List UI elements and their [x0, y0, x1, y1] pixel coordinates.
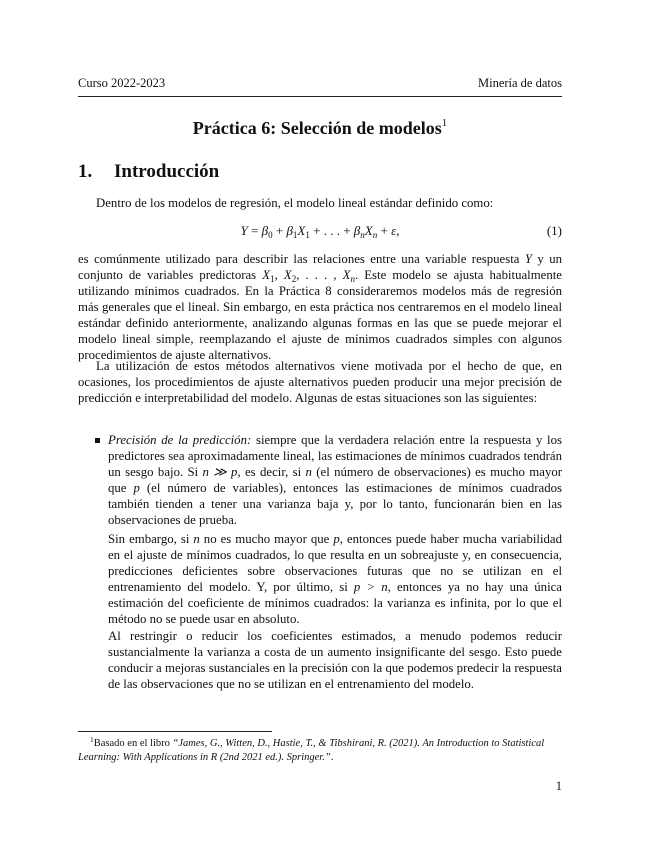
b1-text-b: , es decir, si	[237, 465, 306, 479]
header-subject: Minería de datos	[477, 76, 562, 90]
intro-paragraph: Dentro de los modelos de regresión, el modelo lineal estándar definido como:	[96, 196, 494, 210]
footnote	[78, 737, 562, 764]
equation-1	[78, 222, 562, 240]
footnote-rule	[78, 731, 272, 732]
p1-text-a: es comúnmente utilizado para describir las relaciones entre una variable respuesta	[78, 252, 525, 266]
b2-text-d: , entonces ya no hay una única estimación del coeficiente de mínimos cuadrados: la varianza es infinita, por lo que el método no se puede usar en absoluto.	[108, 580, 562, 626]
p1-var-x: X	[262, 268, 271, 282]
footnote-suffix: .	[330, 751, 334, 763]
p1-var-y: Y	[524, 252, 532, 266]
b2-text-b: no es mucho mayor que	[199, 532, 334, 546]
footnote-prefix: Basado en el libro	[93, 738, 173, 749]
section-heading	[78, 160, 219, 184]
title-footnote-mark: 1	[441, 117, 448, 129]
bullet-paragraph-shrinkage: Al restringir o reducir los coeficientes estimados, a menudo podemos reducir sustancialmente la varianza a costa de un aumento insignificante del sesgo. Esto puede conducir a mejoras sustanciales en la precisión con la que podemos predecir la respuesta de las observaciones que no se utilizan en el entrenamiento del modelo.	[108, 629, 562, 691]
title-text: Práctica 6: Selección de modelos	[192, 118, 442, 138]
b1-text-a: siempre que la verdadera relación entre la respuesta y los predictores sea aproximadamente lineal, las estimaciones de mínimos cuadrados tendrán un sesgo bajo. Si	[108, 433, 562, 479]
p1-text-b: y un conjunto de variables predictoras	[78, 252, 562, 282]
p1-sub-1: 1	[270, 274, 275, 284]
b1-var-p: p	[133, 481, 140, 495]
page-number: 1	[555, 779, 562, 793]
b2-var-n: n	[193, 532, 200, 546]
b2-text-c: , entonces puede haber mucha variabilidad en el ajuste de mínimos cuadrados, lo que resulta en un sobreajuste y, en consecuencia, predicciones deficientes sobre observaciones futuras que no se utilizan en el entrenamiento del modelo. Y, por último, si	[108, 532, 562, 594]
header-rule	[78, 96, 562, 97]
b1-var-n: n	[305, 465, 312, 479]
b1-text-c: (el número de observaciones) es mucho mayor que	[108, 465, 562, 495]
footnote-citation: “James, G., Witten, D., Hastie, T., & Tibshirani, R. (2021). An Introduction to Statistical Learning: With Applications in R (2nd 2021 ed.). Springer.”	[78, 738, 545, 763]
b1-text-d: (el número de variables), entonces las estimaciones de mínimos cuadrados también tienden a tener una varianza baja y, por lo tanto, funcionarán bien en las observaciones de prueba.	[108, 481, 562, 527]
b1-condition: n ≫ p	[202, 465, 238, 479]
section-number: 1.	[78, 161, 93, 182]
header-course: Curso 2022-2023	[78, 76, 166, 90]
section-title: Introducción	[114, 161, 220, 182]
b2-text-a: Sin embargo, si	[108, 532, 194, 546]
p1-text-c: . Este modelo se ajusta habitualmente utilizando mínimos cuadrados. En la Práctica 8 consideraremos modelos más de regresión más generales que el lineal. Sin embargo, en esta práctica nos centraremos en el modelo lineal estándar definido anteriormente, analizando algunas formas en las que se puede mejorar el modelo lineal simple, reemplazando el ajuste de mínimos cuadrados simples con algunos procedimientos de ajuste alternativos.	[78, 268, 562, 362]
document-title	[78, 117, 562, 139]
bullet-item-precision	[108, 432, 562, 528]
bullet-paragraph-variance	[108, 531, 562, 627]
paragraph-2: La utilización de estos métodos alternativos viene motivada por el hecho de que, en ocasiones, los procedimientos de ajuste alternativos pueden producir una mejor precisión de predicción e interpretabilidad del modelo. Algunas de estas situaciones son las siguientes:	[78, 359, 562, 405]
b2-condition: p > n	[353, 580, 388, 594]
b2-var-p: p	[333, 532, 340, 546]
equation-formula: $Y = \beta_0 + \beta_1X_1$ + . . . + $\beta_nX_n + \varepsilon$,	[240, 223, 400, 240]
footnote-mark: 1	[90, 735, 94, 744]
bullet-marker	[95, 438, 100, 443]
bullet-term: Precisión de la predicción:	[108, 433, 252, 447]
equation-number: (1)	[546, 223, 562, 238]
paragraph-1: es comúnmente utilizado para describir las relaciones entre una variable respuesta Y y un conjunto de variables predictoras $X_1$, $X_2$, . . . , $X_n$. Este modelo se ajusta habitualmente utilizando mínimos cuadrados. En la Práctica 8 consideraremos modelos más de regresión más generales que el lineal. Sin embargo, en esta práctica nos centraremos en el modelo lineal estándar definido anteriormente, analizando algunas formas en las que se puede mejorar el modelo lineal simple, reemplazando el ajuste de mínimos cuadrados simples con algunos procedimientos de ajuste alternativos.	[78, 252, 562, 362]
